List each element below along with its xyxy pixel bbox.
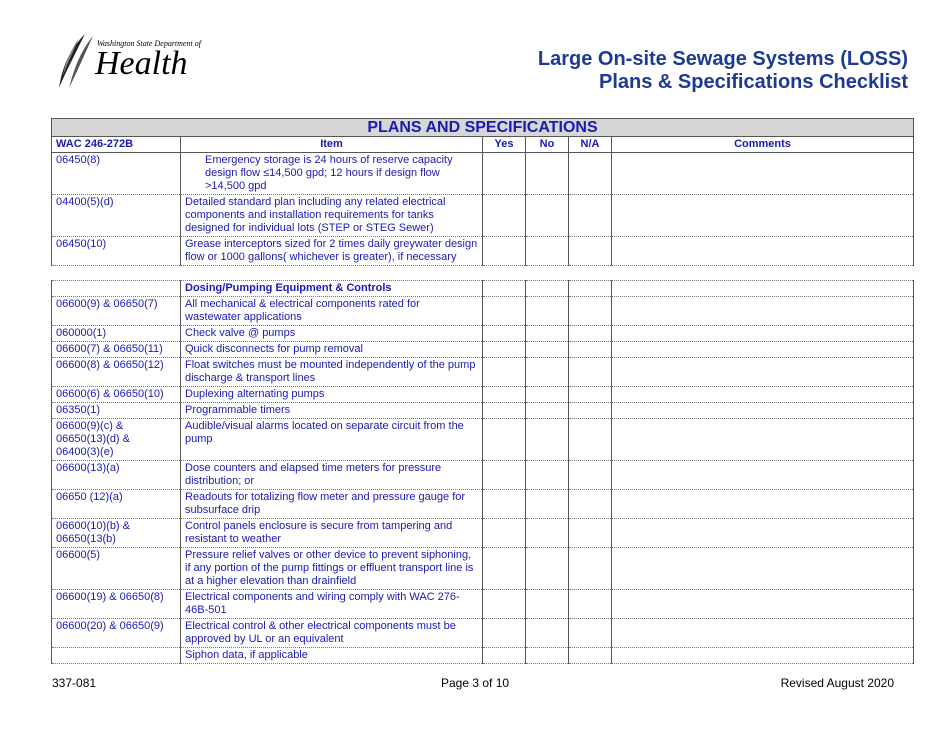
yes-cell[interactable]: [483, 297, 526, 326]
table-row: [52, 548, 914, 590]
table-row: [52, 590, 914, 619]
logo-name: Health: [95, 45, 188, 82]
yes-cell[interactable]: [483, 461, 526, 490]
no-cell[interactable]: [526, 461, 569, 490]
comments-cell[interactable]: [612, 326, 914, 342]
wac-code: 06600(10)(b) & 06650(13(b): [52, 519, 181, 548]
page-number: Page 3 of 10: [441, 676, 510, 690]
yes-cell[interactable]: [483, 403, 526, 419]
no-cell[interactable]: [526, 237, 569, 266]
table-row: [52, 387, 914, 403]
table-row: [52, 153, 914, 195]
table-row: [52, 342, 914, 358]
na-cell[interactable]: [569, 342, 612, 358]
na-cell[interactable]: [569, 548, 612, 590]
yes-cell[interactable]: [483, 195, 526, 237]
na-cell[interactable]: [569, 490, 612, 519]
column-wac: WAC 246-272B: [52, 137, 181, 153]
item-text: Float switches must be mounted independently of the pump discharge & transport lines: [181, 358, 483, 387]
na-cell[interactable]: [569, 237, 612, 266]
comments-cell[interactable]: [612, 153, 914, 195]
no-cell[interactable]: [526, 419, 569, 461]
yes-cell[interactable]: [483, 619, 526, 648]
no-cell[interactable]: [526, 490, 569, 519]
item-text: Programmable timers: [181, 403, 483, 419]
no-cell[interactable]: [526, 548, 569, 590]
item-text: Duplexing alternating pumps: [181, 387, 483, 403]
logo-department: Washington State Department of: [97, 39, 201, 48]
comments-cell[interactable]: [612, 519, 914, 548]
item-text: Detailed standard plan including any related electrical components and installation requirements for tanks designed for individual lots (STEP or STEG Sewer): [181, 195, 483, 237]
item-text: Check valve @ pumps: [181, 326, 483, 342]
comments-cell[interactable]: [612, 490, 914, 519]
wac-code: 06600(19) & 06650(8): [52, 590, 181, 619]
item-text: Electrical control & other electrical components must be approved by UL or an equivalent: [181, 619, 483, 648]
revised-date: Revised August 2020: [780, 676, 894, 690]
title-line-1: Large On-site Sewage Systems (LOSS): [537, 48, 908, 70]
item-text: Readouts for totalizing flow meter and pressure gauge for subsurface drip: [181, 490, 483, 519]
no-cell[interactable]: [526, 387, 569, 403]
na-cell[interactable]: [569, 153, 612, 195]
comments-cell[interactable]: [612, 297, 914, 326]
yes-cell[interactable]: [483, 237, 526, 266]
no-cell[interactable]: [526, 519, 569, 548]
table-row: [52, 326, 914, 342]
na-cell[interactable]: [569, 195, 612, 237]
column-no: No: [526, 137, 569, 153]
yes-cell[interactable]: [483, 648, 526, 664]
item-text: All mechanical & electrical components rated for wastewater applications: [181, 297, 483, 326]
yes-cell[interactable]: [483, 358, 526, 387]
yes-cell[interactable]: [483, 548, 526, 590]
table-row: [52, 297, 914, 326]
form-number: 337-081: [52, 676, 97, 690]
wac-code: 06600(5): [52, 548, 181, 590]
na-cell[interactable]: [569, 387, 612, 403]
item-text: Control panels enclosure is secure from tampering and resistant to weather: [181, 519, 483, 548]
yes-cell[interactable]: [483, 387, 526, 403]
comments-cell[interactable]: [612, 358, 914, 387]
na-cell[interactable]: [569, 461, 612, 490]
dosing-pumping-table: [51, 280, 914, 664]
table-row: [52, 403, 914, 419]
table-row: [52, 195, 914, 237]
comments-cell[interactable]: [612, 548, 914, 590]
comments-cell[interactable]: [612, 403, 914, 419]
na-cell[interactable]: [569, 403, 612, 419]
table-row: [52, 461, 914, 490]
column-comments: Comments: [612, 137, 914, 153]
table-row: [52, 237, 914, 266]
wac-code: 06350(1): [52, 403, 181, 419]
table-row: [52, 519, 914, 548]
column-yes: Yes: [483, 137, 526, 153]
comments-cell[interactable]: [612, 648, 914, 664]
table-row: [52, 490, 914, 519]
comments-cell[interactable]: [612, 237, 914, 266]
wac-code: 06650 (12)(a): [52, 490, 181, 519]
no-cell[interactable]: [526, 342, 569, 358]
yes-cell[interactable]: [483, 326, 526, 342]
no-cell[interactable]: [526, 358, 569, 387]
table-row: [52, 281, 914, 297]
wac-code: 06600(9) & 06650(7): [52, 297, 181, 326]
section-heading: PLANS AND SPECIFICATIONS: [52, 119, 914, 137]
wac-code: 06600(8) & 06650(12): [52, 358, 181, 387]
comments-cell[interactable]: [612, 590, 914, 619]
na-cell[interactable]: [569, 358, 612, 387]
plans-specifications-table: [51, 118, 914, 266]
comments-cell[interactable]: [612, 419, 914, 461]
table-row: [52, 419, 914, 461]
comments-cell[interactable]: [612, 195, 914, 237]
na-cell[interactable]: [569, 297, 612, 326]
health-logo: [55, 30, 201, 94]
no-cell[interactable]: [526, 619, 569, 648]
yes-cell[interactable]: [483, 153, 526, 195]
na-cell[interactable]: [569, 590, 612, 619]
wac-code: 06600(20) & 06650(9): [52, 619, 181, 648]
table-row: [52, 358, 914, 387]
no-cell[interactable]: [526, 648, 569, 664]
page-title: [538, 48, 908, 94]
item-text: Grease interceptors sized for 2 times daily greywater design flow or 1000 gallons( whichever is greater), if necessary: [181, 237, 483, 266]
no-cell[interactable]: [526, 195, 569, 237]
na-cell[interactable]: [569, 619, 612, 648]
na-cell[interactable]: [569, 519, 612, 548]
column-na: N/A: [569, 137, 612, 153]
no-cell[interactable]: [526, 326, 569, 342]
wac-code: 04400(5)(d): [52, 195, 181, 237]
na-cell[interactable]: [569, 326, 612, 342]
item-text: Emergency storage is 24 hours of reserve capacity design flow ≤14,500 gpd; 12 hours if design flow >14,500 gpd: [181, 153, 483, 195]
yes-cell[interactable]: [483, 590, 526, 619]
yes-cell[interactable]: [483, 419, 526, 461]
table-row: [52, 619, 914, 648]
table-row: [52, 648, 914, 664]
yes-cell[interactable]: [483, 490, 526, 519]
no-cell[interactable]: [526, 153, 569, 195]
comments-cell[interactable]: [612, 387, 914, 403]
item-text: Electrical components and wiring comply with WAC 276-46B-501: [181, 590, 483, 619]
comments-cell[interactable]: [612, 342, 914, 358]
na-cell[interactable]: [569, 419, 612, 461]
yes-cell[interactable]: [483, 342, 526, 358]
wac-code: 06600(13)(a): [52, 461, 181, 490]
item-text: Audible/visual alarms located on separate circuit from the pump: [181, 419, 483, 461]
na-cell[interactable]: [569, 648, 612, 664]
wac-code: [52, 648, 181, 664]
comments-cell[interactable]: [612, 461, 914, 490]
wac-code: 06600(6) & 06650(10): [52, 387, 181, 403]
comments-cell[interactable]: [612, 619, 914, 648]
no-cell[interactable]: [526, 403, 569, 419]
dosing-heading: Dosing/Pumping Equipment & Controls: [181, 281, 483, 297]
column-item: Item: [181, 137, 483, 153]
wac-code: 06600(9)(c) & 06650(13)(d) & 06400(3)(e): [52, 419, 181, 461]
no-cell[interactable]: [526, 297, 569, 326]
no-cell[interactable]: [526, 590, 569, 619]
wac-code: 06450(10): [52, 237, 181, 266]
wac-code: 06600(7) & 06650(11): [52, 342, 181, 358]
item-text: Siphon data, if applicable: [181, 648, 483, 664]
wac-code: 06450(8): [52, 153, 181, 195]
title-line-2: Plans & Specifications Checklist: [599, 71, 908, 93]
wac-code: 060000(1): [52, 326, 181, 342]
yes-cell[interactable]: [483, 519, 526, 548]
item-text: Dose counters and elapsed time meters for pressure distribution; or: [181, 461, 483, 490]
item-text: Pressure relief valves or other device to prevent siphoning, if any portion of the pump fittings or effluent transport line is at a higher elevation than drainfield: [181, 548, 483, 590]
item-text: Quick disconnects for pump removal: [181, 342, 483, 358]
